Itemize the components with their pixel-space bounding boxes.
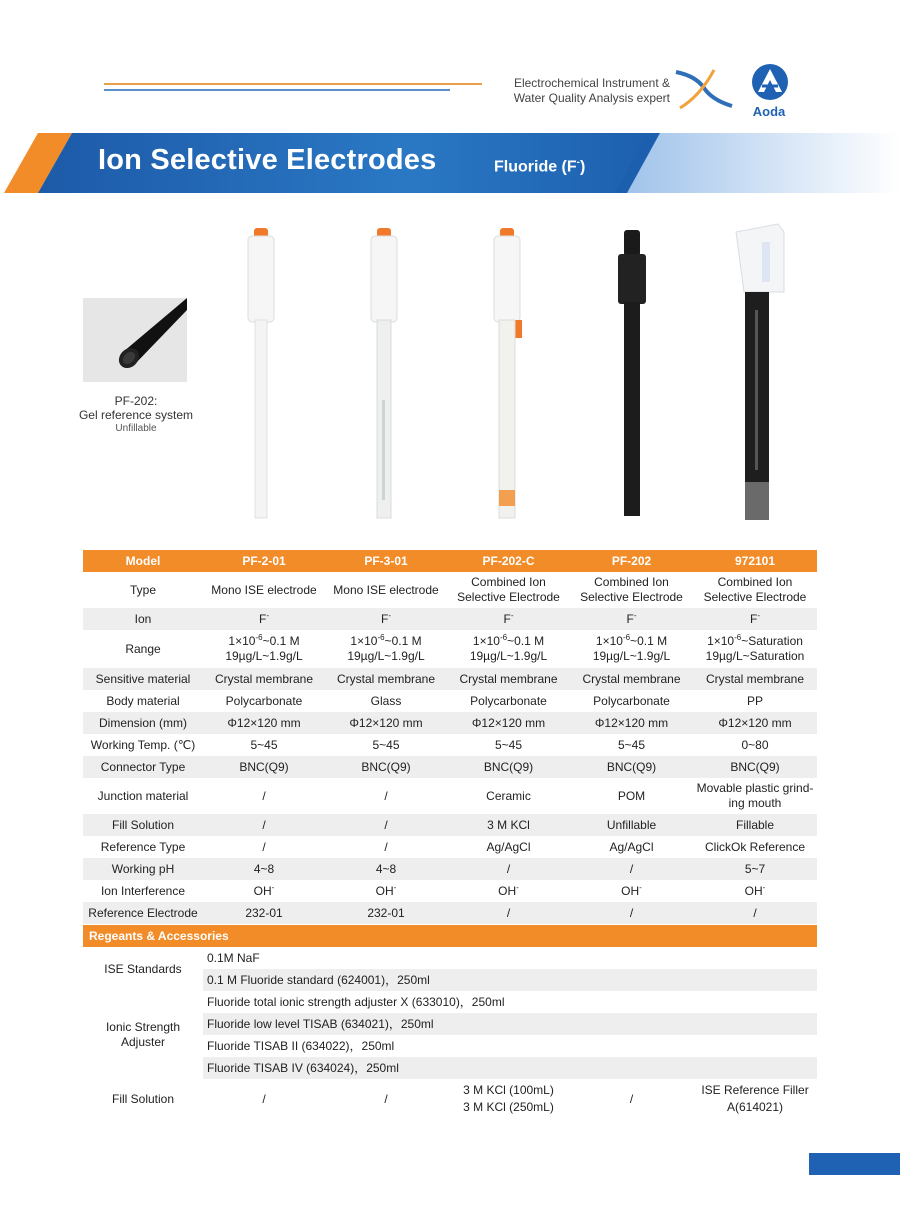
range-pre: 1×10	[350, 634, 378, 648]
table-cell: /	[570, 902, 693, 924]
row-label: Type	[129, 582, 156, 597]
table-cell: 0~80	[741, 737, 769, 752]
range-line2: 19µg/L~1.9g/L	[592, 649, 671, 663]
row-label: Dimension (mm)	[83, 712, 203, 734]
spec-header-cell: PF-3-01	[325, 550, 447, 572]
table-cell: ClickOk Reference	[704, 839, 806, 854]
table-cell: Φ12×120 mm	[203, 712, 325, 734]
table-row	[83, 902, 817, 924]
electrode-972101-icon	[736, 224, 784, 520]
gel-caption	[60, 394, 212, 422]
table-cell: /	[570, 858, 693, 880]
table-cell: /	[384, 839, 388, 854]
table-cell: Polycarbonate	[593, 693, 670, 708]
table-cell	[325, 880, 447, 902]
cell-text: F	[503, 611, 511, 626]
electrode-pf-2-01-icon	[248, 228, 274, 518]
table-cell: Polycarbonate	[225, 693, 303, 708]
subtitle-sup: -	[576, 157, 580, 168]
label-line1: Ionic Strength	[105, 1020, 181, 1034]
spec-header-cell: 972101	[693, 550, 817, 572]
table-row	[83, 630, 817, 668]
row-label: Junction material	[97, 788, 189, 803]
range-sup: -6	[734, 633, 742, 642]
table-cell: Ag/AgCl	[609, 839, 654, 854]
table-cell: Polycarbonate	[470, 693, 547, 708]
table-cell: Ag/AgCl	[486, 839, 531, 854]
table-row	[83, 991, 817, 1013]
range-line2: 19µg/L~1.9g/L	[225, 649, 303, 663]
table-cell	[570, 630, 693, 668]
range-sup: -6	[499, 633, 508, 642]
table-row	[83, 608, 817, 630]
cell-sup: -	[757, 610, 760, 620]
row-label: Ion Interference	[100, 883, 186, 898]
range-line1	[206, 634, 322, 649]
row-label: Fill Solution	[83, 814, 203, 836]
table-cell	[203, 630, 325, 668]
range-line2: 19µg/L~1.9g/L	[347, 649, 425, 663]
spec-header-cell: PF-202	[570, 550, 693, 572]
cell-line1: ISE Reference Filler	[701, 1083, 809, 1097]
range-sup: -6	[377, 633, 385, 642]
table-cell: Crystal membrane	[325, 668, 447, 690]
range-line2: 19µg/L~Saturation	[705, 649, 805, 663]
range-post: ~0.1 M	[630, 634, 668, 648]
subtitle-end: )	[580, 158, 586, 176]
table-cell: Combined Ion Selective Electrode	[580, 575, 683, 604]
table-cell: Crystal membrane	[447, 668, 570, 690]
table-cell: /	[629, 1091, 634, 1106]
gel-caption-line2: Gel reference system	[78, 408, 194, 422]
tagline-line2: Water Quality Analysis expert	[513, 91, 670, 105]
table-row	[83, 880, 817, 902]
spec-header-row	[83, 550, 817, 572]
spec-header-cell: PF-2-01	[203, 550, 325, 572]
label-line2: Adjuster	[120, 1035, 166, 1049]
table-cell: Combined Ion Selective Electrode	[457, 575, 560, 604]
table-cell: /	[447, 902, 570, 924]
table-cell: /	[384, 1091, 388, 1106]
table-cell: Fluoride TISAB IV (634024)，250ml	[203, 1057, 817, 1079]
electrode-pf-3-01-icon	[371, 228, 397, 518]
table-cell: /	[203, 814, 325, 836]
table-cell: /	[693, 902, 817, 924]
table-cell: BNC(Q9)	[203, 756, 325, 778]
range-sup: -6	[255, 633, 263, 642]
table-cell: 5~45	[250, 737, 278, 752]
range-line1	[450, 634, 567, 649]
table-cell	[203, 608, 325, 630]
table-cell: Crystal membrane	[693, 668, 817, 690]
x-logo-icon	[674, 66, 734, 110]
table-row	[83, 858, 817, 880]
table-cell: Fillable	[693, 814, 817, 836]
table-cell: Crystal membrane	[570, 668, 693, 690]
table-cell	[447, 630, 570, 668]
table-cell: 4~8	[203, 858, 325, 880]
table-cell: PP	[746, 693, 763, 708]
header-rule-blue	[104, 89, 450, 91]
table-row	[83, 734, 817, 756]
cell-sup: -	[510, 610, 514, 620]
table-cell	[693, 630, 817, 668]
cell-text: OH	[744, 883, 763, 898]
gel-note: Unfillable	[115, 423, 157, 434]
table-cell: /	[262, 839, 266, 854]
fill-solution-table	[83, 1080, 817, 1118]
cell-sup: -	[388, 610, 391, 620]
cell-text: OH	[498, 883, 517, 898]
table-cell	[325, 608, 447, 630]
range-line1	[573, 634, 690, 649]
range-line1	[328, 634, 444, 649]
table-cell: Ceramic	[486, 788, 531, 803]
row-label: Sensitive material	[83, 668, 203, 690]
table-cell: Unfillable	[570, 814, 693, 836]
table-cell	[447, 608, 570, 630]
row-label: Working Temp. (℃)	[90, 737, 196, 752]
subtitle-text: Fluoride (F	[494, 158, 577, 176]
cell-sup: -	[266, 610, 269, 620]
range-post: ~0.1 M	[262, 634, 300, 648]
table-row	[83, 778, 817, 814]
table-cell: Mono ISE electrode	[211, 582, 317, 597]
section-header-regeants: Regeants & Accessories	[83, 925, 817, 947]
tagline-line1: Electrochemical Instrument &	[513, 76, 670, 90]
electrode-tip-icon	[83, 298, 187, 382]
cell-line2: 3 M KCl (250mL)	[463, 1100, 554, 1114]
table-cell: Fluoride total ionic strength adjuster X (633010)，250ml	[207, 994, 505, 1009]
cell-sup: -	[393, 882, 397, 892]
range-line1	[696, 634, 814, 649]
gel-reference-photo	[83, 298, 187, 382]
cell-line2: A(614021)	[726, 1100, 784, 1114]
row-label: ISE Standards	[83, 947, 203, 991]
row-label	[83, 991, 203, 1079]
header-rule-orange	[104, 83, 482, 85]
table-cell	[570, 608, 693, 630]
row-label: Connector Type	[83, 756, 203, 778]
range-pre: 1×10	[707, 634, 735, 648]
row-label: Working pH	[83, 858, 203, 880]
table-cell: POM	[617, 788, 646, 803]
cell-text: F	[749, 611, 758, 626]
table-cell: BNC(Q9)	[325, 756, 447, 778]
table-cell: Glass	[370, 693, 402, 708]
row-label: Reference Type	[100, 839, 186, 854]
table-cell	[693, 880, 817, 902]
table-cell: 4~8	[325, 858, 447, 880]
page-subtitle	[494, 157, 585, 176]
table-cell: /	[262, 1091, 266, 1106]
electrode-pf-202-c-icon	[494, 228, 522, 518]
regeants-table	[83, 947, 817, 1079]
table-cell: Fluoride low level TISAB (634021)，250ml	[203, 1013, 817, 1035]
table-cell	[447, 880, 570, 902]
cell-text: F	[258, 611, 267, 626]
table-cell: /	[262, 788, 266, 803]
table-cell: Combined Ion Selective Electrode	[703, 575, 807, 604]
table-cell: BNC(Q9)	[447, 756, 570, 778]
table-cell: /	[447, 858, 570, 880]
electrode-pf-202-icon	[618, 230, 646, 516]
cell-text: F	[626, 611, 634, 626]
table-cell: Φ12×120 mm	[570, 712, 693, 734]
table-row	[83, 756, 817, 778]
table-cell: BNC(Q9)	[570, 756, 693, 778]
table-cell	[693, 1080, 817, 1118]
cell-line1: 3 M KCl (100mL)	[463, 1083, 554, 1097]
range-line2: 19µg/L~1.9g/L	[469, 649, 548, 663]
table-cell: Φ12×120 mm	[325, 712, 447, 734]
cell-text: OH	[253, 883, 272, 898]
table-cell	[325, 630, 447, 668]
row-label: Ion	[83, 608, 203, 630]
table-cell: Φ12×120 mm	[447, 712, 570, 734]
cell-sup: -	[516, 882, 519, 892]
table-cell: 0.1 M Fluoride standard (624001)，250ml	[203, 969, 817, 991]
row-label: Body material	[106, 693, 180, 708]
range-pre: 1×10	[472, 634, 500, 648]
table-cell: Movable plastic grind-ing mouth	[696, 781, 814, 810]
table-cell: Φ12×120 mm	[693, 712, 817, 734]
range-post: ~0.1 M	[507, 634, 545, 648]
table-cell: Mono ISE electrode	[333, 582, 439, 597]
cell-sup: -	[271, 882, 275, 892]
cell-text: OH	[375, 883, 394, 898]
table-row	[83, 836, 817, 858]
table-cell: 232-01	[325, 902, 447, 924]
table-cell	[447, 1080, 570, 1118]
spec-header-cell: PF-202-C	[447, 550, 570, 572]
table-cell: /	[384, 788, 388, 803]
table-cell: 5~7	[693, 858, 817, 880]
row-label: Range	[125, 641, 161, 656]
gel-caption-line1: PF-202:	[114, 394, 158, 408]
table-row	[83, 814, 817, 836]
range-post: ~0.1 M	[384, 634, 422, 648]
table-cell	[203, 880, 325, 902]
cell-sup: -	[633, 610, 637, 620]
table-cell: Crystal membrane	[203, 668, 325, 690]
range-post: ~Saturation	[741, 634, 803, 648]
table-cell: 0.1M NaF	[207, 950, 260, 965]
range-pre: 1×10	[595, 634, 623, 648]
table-cell: BNC(Q9)	[693, 756, 817, 778]
cell-text: OH	[621, 883, 640, 898]
row-label: Reference Electrode	[83, 902, 203, 924]
table-row	[83, 947, 817, 969]
table-cell	[570, 880, 693, 902]
cell-sup: -	[639, 882, 642, 892]
table-cell	[693, 608, 817, 630]
tagline	[500, 76, 670, 106]
brand-name: Aoda	[752, 104, 786, 119]
table-cell: 3 M KCl	[447, 814, 570, 836]
range-sup: -6	[622, 633, 631, 642]
spec-table	[83, 550, 817, 924]
table-cell: /	[325, 814, 447, 836]
table-cell: 5~45	[372, 737, 400, 752]
table-row	[83, 690, 817, 712]
table-cell: 232-01	[203, 902, 325, 924]
row-label: Fill Solution	[111, 1091, 175, 1106]
table-cell: Fluoride TISAB II (634022)，250ml	[207, 1038, 395, 1053]
electrode-photos	[200, 220, 820, 530]
table-row	[83, 1080, 817, 1118]
cell-sup: -	[762, 882, 766, 892]
table-cell: 5~45	[494, 737, 523, 752]
page-title: Ion Selective Electrodes	[98, 144, 437, 176]
spec-header-cell: Model	[83, 550, 203, 572]
range-pre: 1×10	[228, 634, 256, 648]
table-row	[83, 712, 817, 734]
page-corner-tab	[809, 1153, 900, 1175]
table-row	[83, 668, 817, 690]
table-row	[83, 572, 817, 608]
table-cell: 5~45	[617, 737, 646, 752]
cell-text: F	[380, 611, 389, 626]
